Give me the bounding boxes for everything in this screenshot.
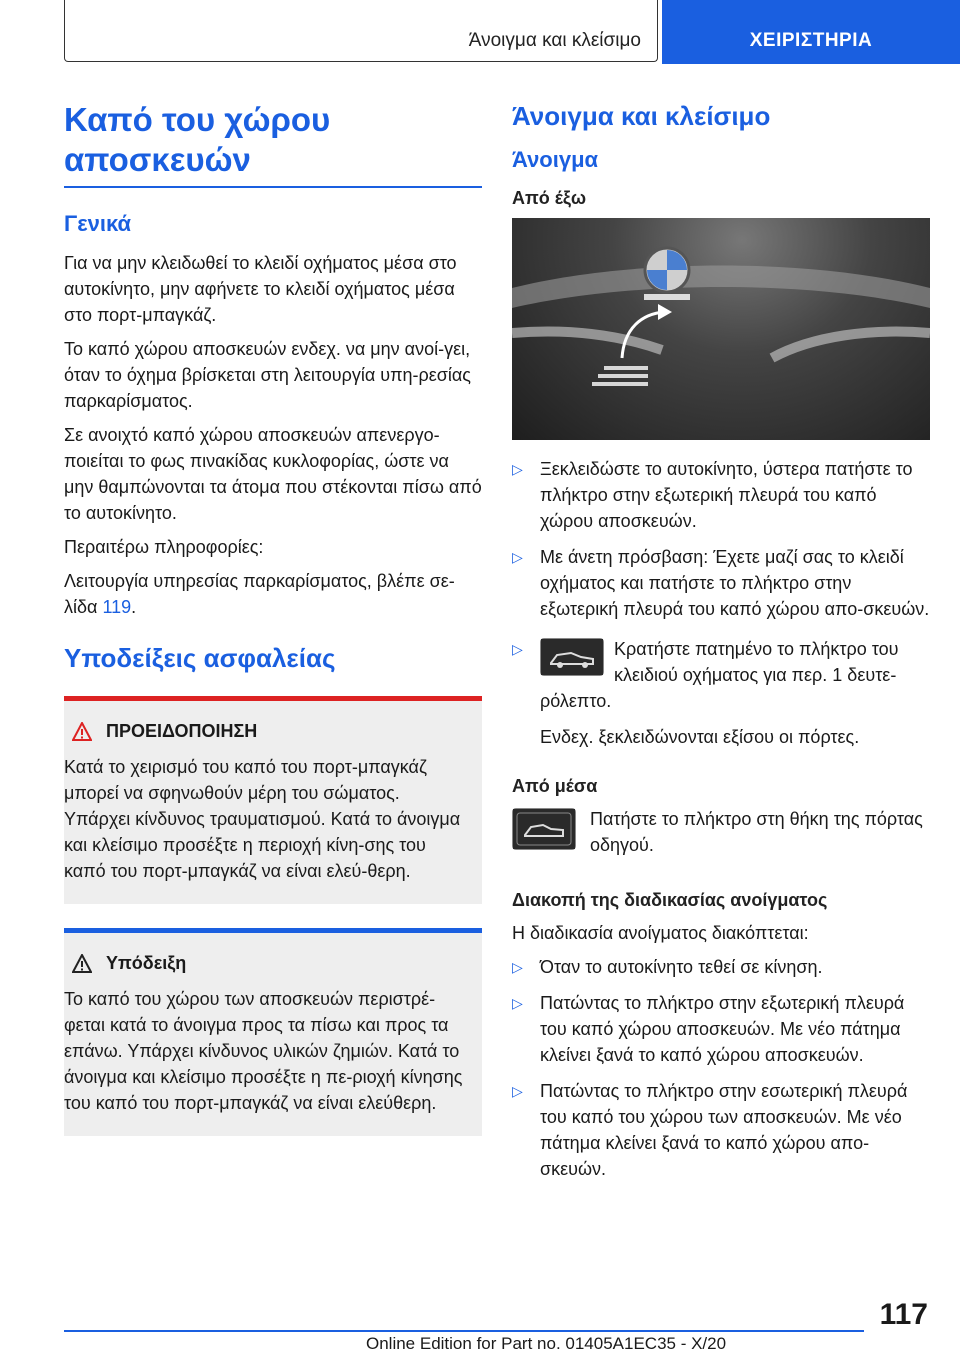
section-title: Άνοιγμα και κλείσιμο — [64, 0, 658, 62]
from-inside-heading: Από μέσα — [512, 776, 598, 796]
warning-title: ΠΡΟΕΙΔΟΠΟΙΗΣΗ — [106, 721, 258, 741]
trunk-photo-illustration — [512, 218, 930, 440]
triangle-bullet-icon: ▷ — [512, 549, 523, 565]
note-box — [64, 928, 482, 1136]
warning-body: Κατά το χειρισμό του καπό του πορτ-μπαγκάζ μπορεί να σφηνωθούν μέρη του σώματος. Υπάρχει κίνδυνος τραυματισμού. Κατά το άνοιγμα και κλείσιμο προσέξτε η περιοχή κίνη-σης του καπό του πορτ-μπαγκάζ να είναι ελεύ-θερη. — [64, 757, 461, 881]
triangle-bullet-icon: ▷ — [512, 1083, 523, 1099]
warning-triangle-icon — [72, 722, 92, 742]
trunk-button-photo — [512, 218, 930, 440]
paragraph-light: Σε ανοιχτό καπό χώρου αποσκευών απενεργο-ποιείται το φως πινακίδας κυκλοφορίας, ώστε να μην θαμπώνονται τα άτομα που στέκονται πίσω από το αυτοκίνητο. — [64, 425, 482, 523]
footer-divider — [64, 1330, 864, 1332]
list-item: ▷ Ξεκλειδώστε το αυτοκίνητο, ύστερα πατήστε το πλήκτρο στην εξωτερική πλευρά του καπό χώρου αποσκευών. — [512, 456, 930, 534]
safety-heading: Υποδείξεις ασφαλείας — [64, 643, 336, 673]
right-column — [512, 100, 930, 1192]
door-trunk-button-icon — [512, 808, 576, 850]
interrupt-heading: Διακοπή της διαδικασίας ανοίγματος — [512, 890, 828, 910]
interrupt-intro: Η διαδικασία ανοίγματος διακόπτεται: — [512, 923, 809, 943]
page-title: Καπό του χώρου αποσκευών — [64, 100, 482, 188]
triangle-bullet-icon: ▷ — [512, 959, 523, 975]
triangle-bullet-icon: ▷ — [512, 641, 523, 657]
paragraph-more-info: Περαιτέρω πληροφορίες: — [64, 537, 264, 557]
paragraph-reference: Λειτουργία υπηρεσίας παρκαρίσματος, βλέπε σε-λίδα 119. — [64, 571, 455, 617]
page-number: 117 — [879, 1298, 928, 1331]
edition-text: Online Edition for Part no. 01405A1EC35 - X/20 — [366, 1334, 727, 1353]
caution-triangle-icon — [72, 954, 92, 974]
unlock-note: Ενδεχ. ξεκλειδώνονται εξίσου οι πόρτες. — [540, 727, 860, 747]
list-item: ▷ Όταν το αυτοκίνητο τεθεί σε κίνηση. — [512, 954, 930, 980]
list-item: ▷ Κρατήστε πατημένο το πλήκτρο του κλειδιού οχήματος για περ. 1 δευτε-ρόλεπτο. — [512, 636, 930, 714]
note-title: Υπόδειξη — [106, 953, 187, 973]
opening-subheading: Άνοιγμα — [512, 147, 599, 172]
chapter-tab: ΧΕΙΡΙΣΤΗΡΙΑ — [662, 0, 960, 64]
from-outside-heading: Από έξω — [512, 188, 587, 208]
page-link[interactable]: 119 — [102, 597, 132, 617]
list-item: ▷ Πατώντας το πλήκτρο στην εσωτερική πλευρά του καπό του χώρου των αποσκευών. Με νέο πάτημα κλείνει ξανά το καπό χώρου απο-σκευών. — [512, 1078, 930, 1182]
note-body: Το καπό του χώρου των αποσκευών περιστρέ-φεται κατά το άνοιγμα προς τα πίσω και προς τα επάνω. Υπάρχει κίνδυνος υλικών ζημιών. Κατά το άνοιγμα και κλείσιμο προσέξτε η πε-ριοχή κίνησης του καπό του πορτ-μπαγκάζ να είναι ελεύθερη. — [64, 989, 463, 1113]
list-item: ▷ Με άνετη πρόσβαση: Έχετε μαζί σας το κλειδί οχήματος και πατήστε το πλήκτρο στην εξωτερική πλευρά του καπό χώρου απο-σκευών. — [512, 544, 930, 622]
page-header — [64, 0, 960, 64]
triangle-bullet-icon: ▷ — [512, 461, 523, 477]
section-heading: Άνοιγμα και κλείσιμο — [512, 101, 771, 131]
interrupt-list — [512, 954, 930, 1182]
general-heading: Γενικά — [64, 211, 132, 236]
triangle-bullet-icon: ▷ — [512, 995, 523, 1011]
inside-instruction: Πατήστε το πλήκτρο στη θήκη της πόρτας οδηγού. — [512, 806, 930, 866]
paragraph-key: Για να μην κλειδωθεί το κλειδί οχήματος μέσα στο αυτοκίνητο, μην αφήνετε το κλειδί οχήματος μέσα στο πορτ-μπαγκάζ. — [64, 253, 457, 325]
paragraph-valet: Το καπό χώρου αποσκευών ενδεχ. να μην ανοί-γει, όταν το όχημα βρίσκεται στη λειτουργία υπη-ρεσίας παρκαρίσματος. — [64, 339, 471, 411]
left-column — [64, 100, 482, 1136]
list-item: ▷ Πατώντας το πλήκτρο στην εξωτερική πλευρά του καπό χώρου αποσκευών. Με νέο πάτημα κλείνει ξανά το καπό χώρου αποσκευών. — [512, 990, 930, 1068]
car-trunk-key-icon — [540, 638, 604, 676]
outside-list — [512, 456, 930, 714]
warning-box — [64, 696, 482, 904]
